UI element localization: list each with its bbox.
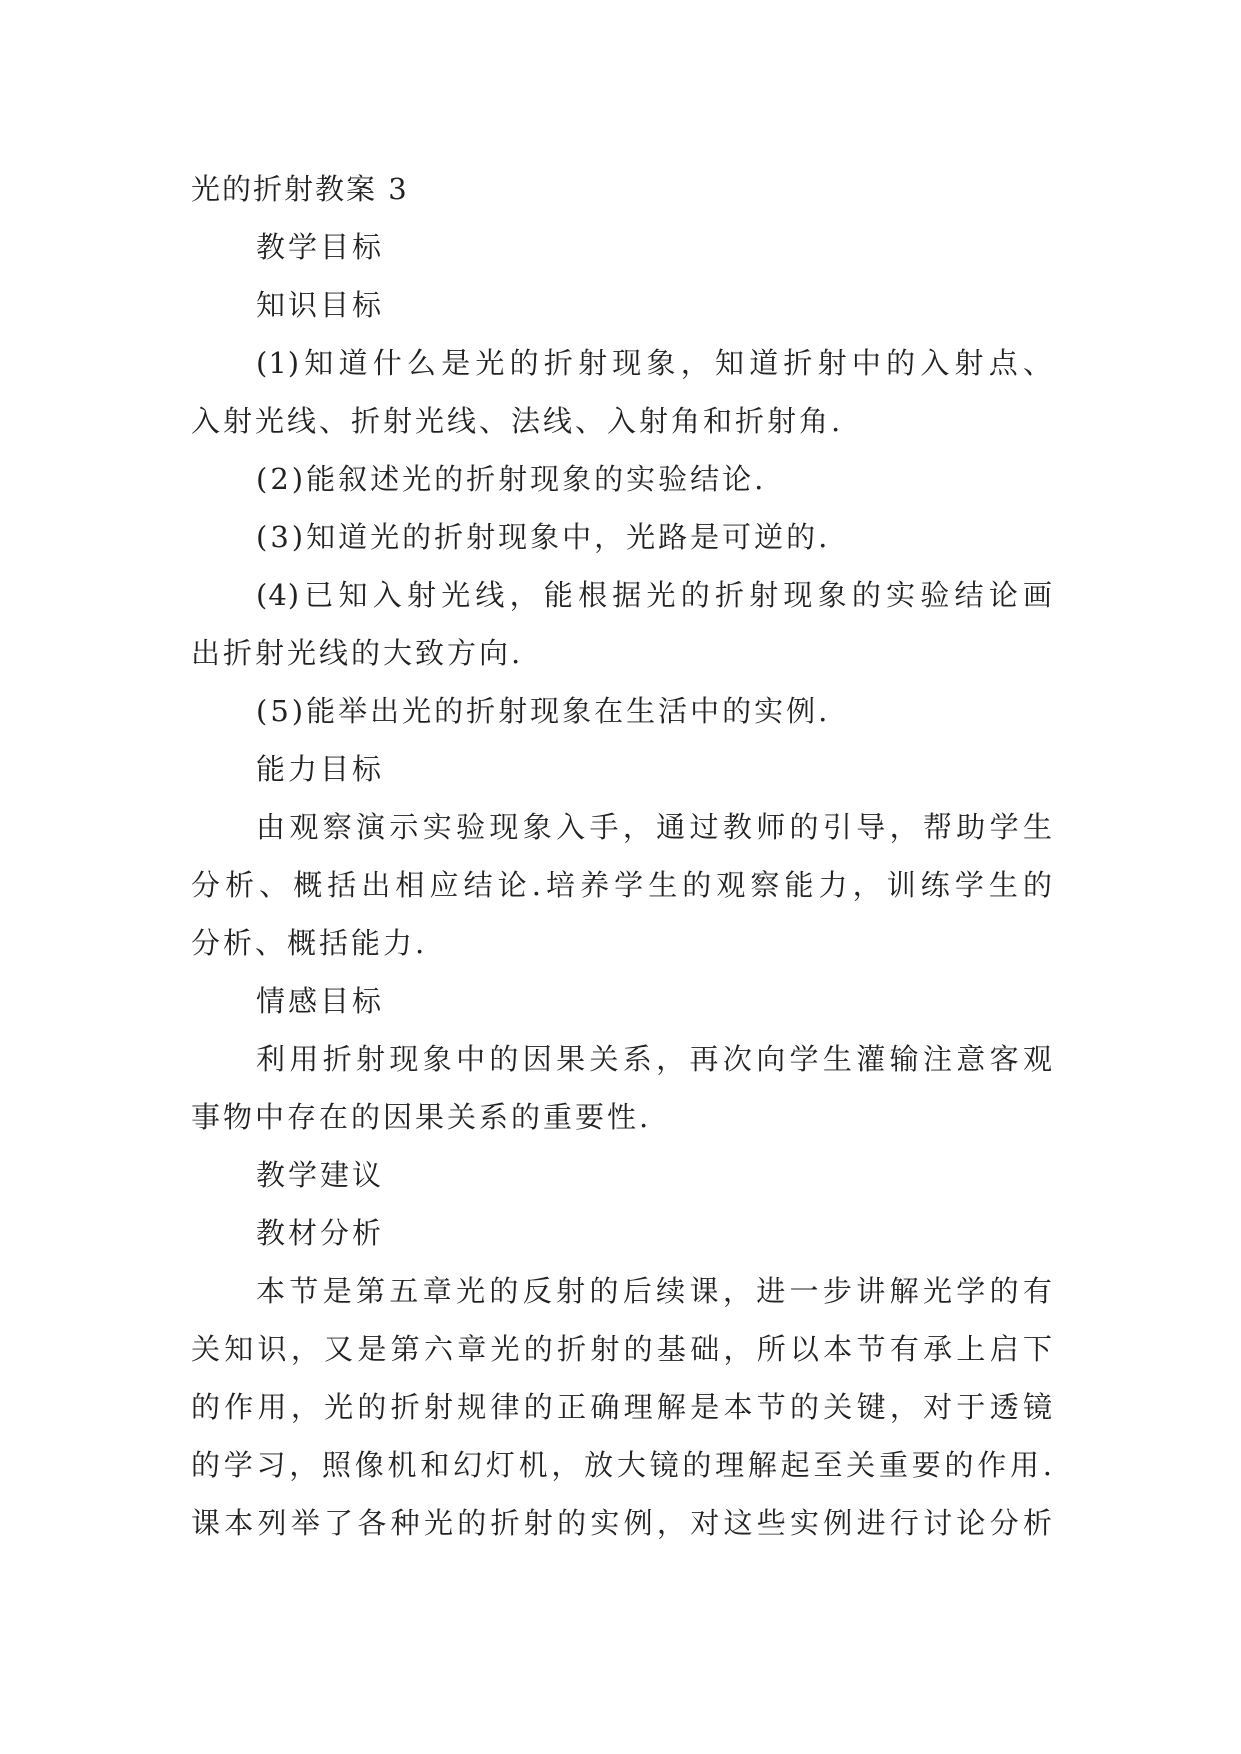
paragraph-line: 的作用，光的折射规律的正确理解是本节的关键，对于透镜 [191,1390,1053,1424]
paragraph [191,798,1053,972]
paragraph [191,508,1053,566]
paragraph-line: (1)知道什么是光的折射现象，知道折射中的入射点、 [256,346,1053,380]
section-heading: 教学建议 [256,1158,385,1192]
paragraph-line: 事物中存在的因果关系的重要性. [191,1100,652,1134]
paragraph-line: 入射光线、折射光线、法线、入射角和折射角. [191,404,844,438]
section-heading: 情感目标 [256,984,385,1018]
paragraph-line: 本节是第五章光的反射的后续课，进一步讲解光学的有 [256,1274,1053,1308]
paragraph-line: 分析、概括能力. [191,926,428,960]
paragraph-line: 由观察演示实验现象入手，通过教师的引导，帮助学生 [256,810,1053,844]
section-heading: 教材分析 [256,1216,385,1250]
paragraph [191,450,1053,508]
paragraph-line: 出折射光线的大致方向. [191,636,524,670]
paragraph [191,566,1053,682]
paragraph-line: 分析、概括出相应结论.培养学生的观察能力，训练学生的 [191,868,1053,902]
paragraph [191,1262,1053,1552]
paragraph [191,334,1053,450]
paragraph [191,1030,1053,1146]
paragraph-line: 的学习，照像机和幻灯机，放大镜的理解起至关重要的作用. [191,1448,1053,1482]
paragraph-line: (4)已知入射光线，能根据光的折射现象的实验结论画 [256,578,1053,612]
paragraph-line: 关知识，又是第六章光的折射的基础，所以本节有承上启下 [191,1332,1053,1366]
document-page [191,160,1053,1552]
paragraph-line: 利用折射现象中的因果关系，再次向学生灌输注意客观 [256,1042,1053,1076]
paragraph-line: (3)知道光的折射现象中，光路是可逆的. [256,520,831,554]
document-body [191,218,1053,1552]
section-heading: 知识目标 [256,288,385,322]
paragraph-line: (2)能叙述光的折射现象的实验结论. [256,462,767,496]
paragraph-line: 课本列举了各种光的折射的实例，对这些实例进行讨论分析 [191,1506,1053,1540]
paragraph-line: (5)能举出光的折射现象在生活中的实例. [256,694,831,728]
section-heading: 能力目标 [256,752,385,786]
document-title: 光的折射教案 3 [191,172,409,206]
paragraph [191,682,1053,740]
section-heading: 教学目标 [256,230,385,264]
